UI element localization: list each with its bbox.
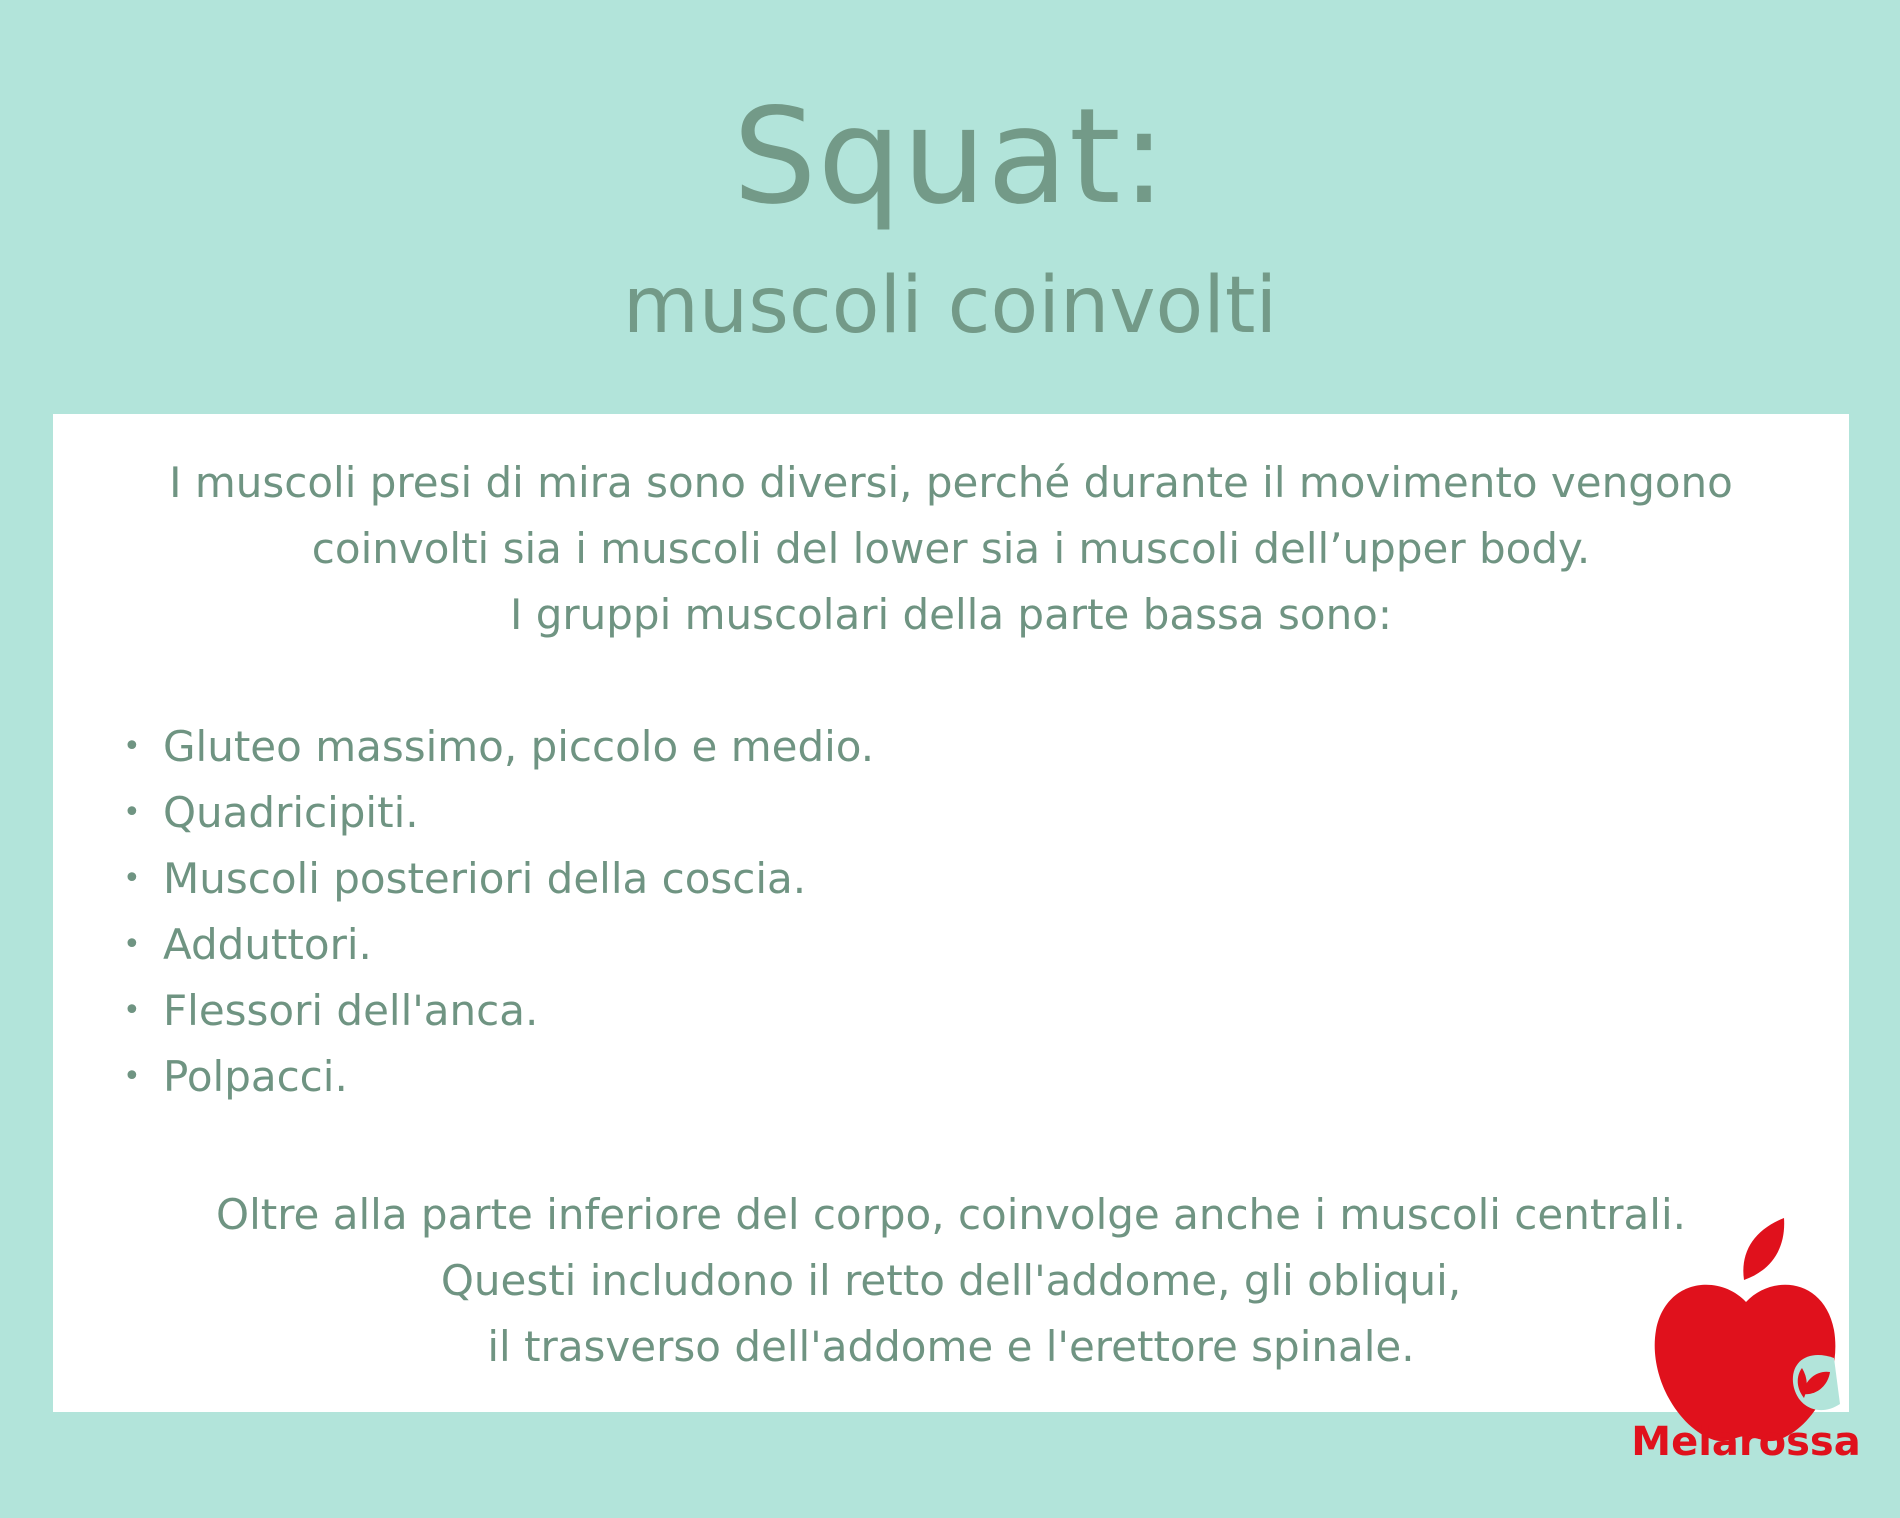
intro-paragraph (53, 450, 1849, 648)
outro-line: il trasverso dell'addome e l'erettore spinale. (487, 1322, 1415, 1371)
list-item (123, 1044, 874, 1110)
list-item (123, 846, 874, 912)
list-item (123, 978, 874, 1044)
intro-line: I gruppi muscolari della parte bassa sono: (509, 590, 1393, 639)
list-item-label: Polpacci. (163, 1052, 348, 1101)
list-item-label: Gluteo massimo, piccolo e medio. (163, 722, 875, 771)
list-item-label: Flessori dell'anca. (163, 986, 539, 1035)
content-card (53, 414, 1849, 1412)
bullet-icon: • (123, 1059, 141, 1094)
page-title: Squat: (732, 80, 1168, 234)
intro-line: coinvolti sia i muscoli del lower sia i muscoli dell’upper body. (311, 524, 1591, 573)
list-item (123, 780, 874, 846)
bullet-icon: • (123, 729, 141, 764)
brand-logo-text: Melarossa (1631, 1419, 1861, 1465)
page-subtitle: muscoli coinvolti (622, 261, 1278, 351)
list-item-label: Muscoli posteriori della coscia. (163, 854, 807, 903)
intro-line: I muscoli presi di mira sono diversi, perché durante il movimento vengono (169, 458, 1733, 507)
list-item-label: Quadricipiti. (163, 788, 419, 837)
bullet-icon: • (123, 927, 141, 962)
outro-paragraph (53, 1182, 1849, 1380)
bullet-icon: • (123, 795, 141, 830)
bullet-icon: • (123, 993, 141, 1028)
muscle-list (123, 714, 874, 1110)
list-item (123, 714, 874, 780)
list-item (123, 912, 874, 978)
list-item-label: Adduttori. (163, 920, 372, 969)
outro-line: Oltre alla parte inferiore del corpo, coinvolge anche i muscoli centrali. (216, 1190, 1686, 1239)
bullet-icon: • (123, 861, 141, 896)
outro-line: Questi includono il retto dell'addome, gli obliqui, (440, 1256, 1462, 1305)
